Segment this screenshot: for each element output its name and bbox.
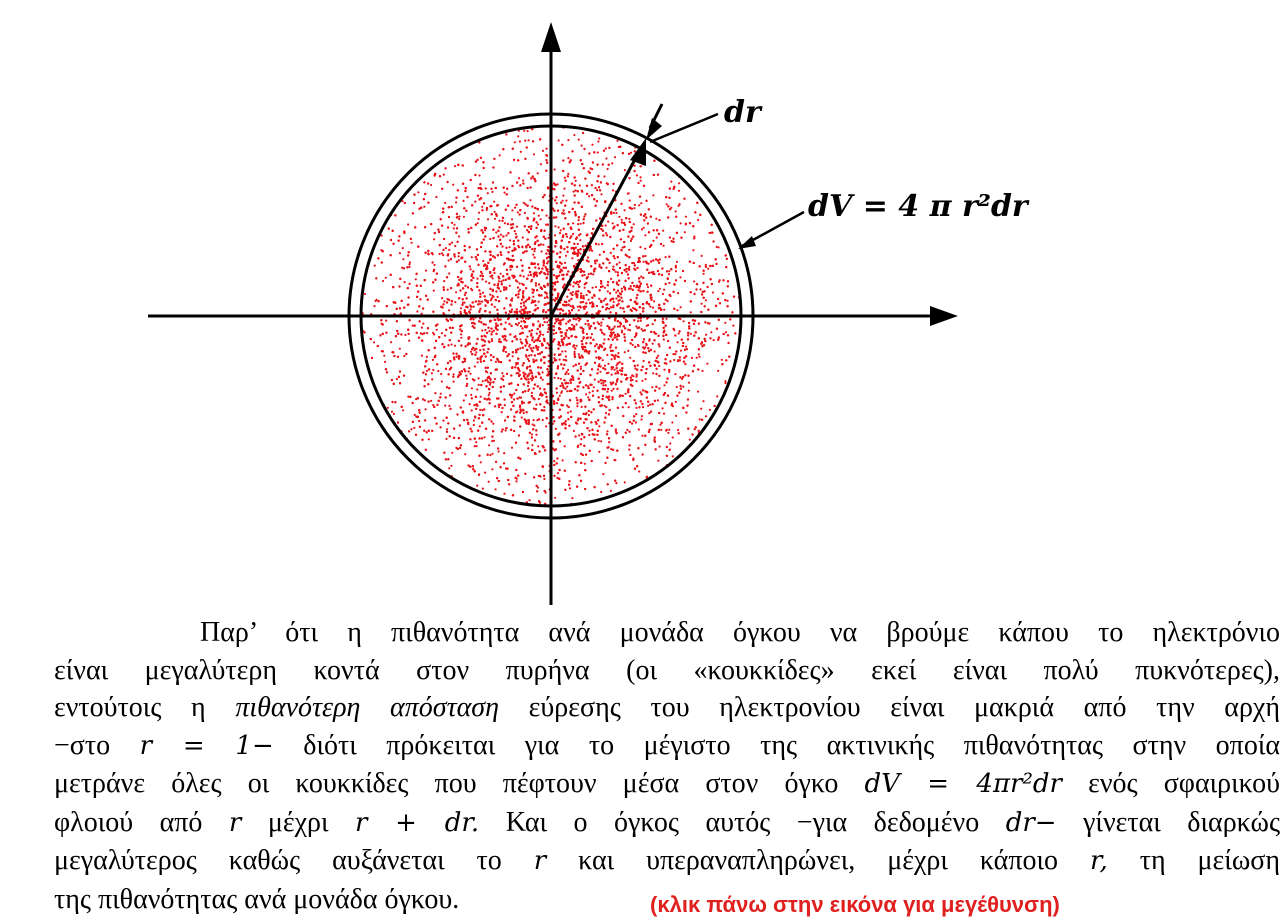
caption-line-1: Παρ’ ότι η πιθανότητα ανά μονάδα όγκου να βρούμε κάπου το ηλεκτρόνιο [200,617,1280,648]
caption-line-2: είναι μεγαλύτερη κοντά στον πυρήνα (οι «κουκκίδες» εκεί είναι πολύ πυκνότερες), [54,654,1280,686]
math-dr: dr− [1005,807,1057,838]
math-r-plus-dr: r + dr. [355,807,480,838]
x-axis-arrowhead [930,306,958,326]
math-r-comma: r, [1089,846,1108,876]
math-r: r [533,846,547,876]
dv-formula-text: dV = 4 π r²dr [808,189,1028,224]
math-dv-formula: dV = 4πr²dr [864,769,1062,799]
emphasized-term: πιθανότερη απόσταση [235,692,500,723]
caption-line-4: −στο r = 1− διότι πρόκειται για το μέγιστο της ακτινικής πιθανότητας στην οποία [54,729,1281,761]
caption-line-6: φλοιού από r μέχρι r + dr. Και ο όγκος αυτός −για δεδομένο dr− γίνεται διαρκώς [54,806,1281,838]
radius-line [551,150,640,316]
caption-line-5: μετράνε όλες οι κουκκίδες που πέφτουν μέσα στον όγκο dV = 4πr²dr ενός σφαιρικού [54,768,1281,799]
math-r-equals-1: r = 1− [139,730,274,761]
dv-formula-label [808,189,1030,224]
enlarge-image-link[interactable]: (κλικ πάνω στην εικόνα για μεγέθυνση) [650,892,1060,917]
dr-label: dr [724,95,761,130]
y-axis-arrowhead [541,22,561,52]
dr-leader-line [650,114,718,142]
caption-line-8: της πιθανότητας ανά μονάδα όγκου. [54,883,460,915]
caption-line-3: εντούτοις η πιθανότερη απόσταση εύρεσης του ηλεκτρονίου είναι μακριά από την αρχή [54,692,1280,723]
caption-paragraph [54,614,1280,918]
math-r: r [228,807,242,838]
caption-line-7: μεγαλύτερος καθώς αυξάνεται το r και υπεραναπληρώνει, μέχρι κάποιο r, τη μείωση [54,845,1281,876]
